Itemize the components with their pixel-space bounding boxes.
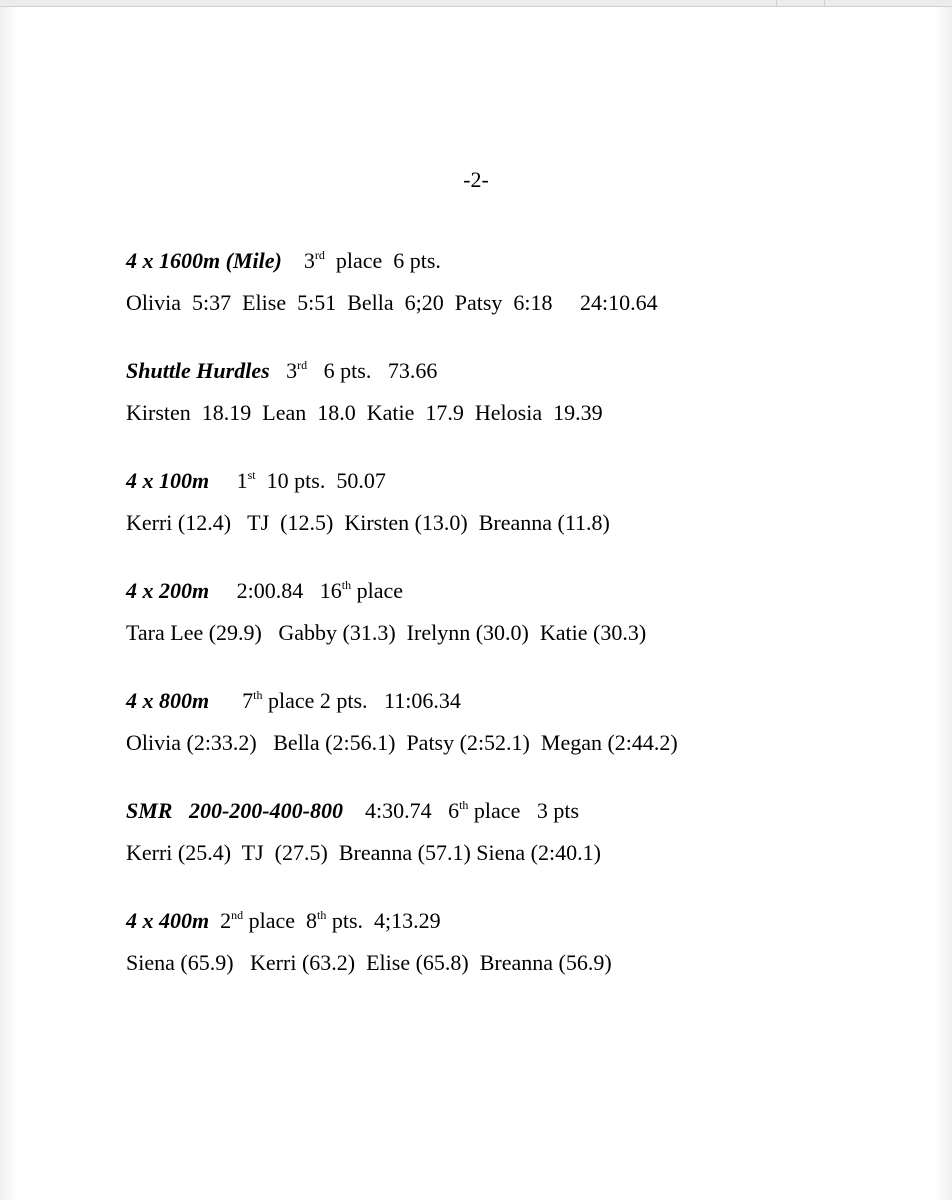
event-results: Kirsten 18.19 Lean 18.0 Katie 17.9 Helosia 19.39 bbox=[126, 400, 603, 425]
ordinal-suffix: th bbox=[459, 798, 469, 812]
event-header bbox=[126, 356, 906, 386]
event-name: 4 x 400m bbox=[126, 908, 210, 933]
event-results: Siena (65.9) Kerri (63.2) Elise (65.8) Breanna (56.9) bbox=[126, 950, 612, 975]
event-summary-text: 7 bbox=[209, 688, 254, 713]
event-summary-text: place 6 pts. bbox=[324, 248, 441, 273]
event-summary-text: place 2 pts. 11:06.34 bbox=[262, 688, 461, 713]
event-block bbox=[126, 906, 906, 978]
event-name: 4 x 100m bbox=[126, 468, 210, 493]
event-name: Shuttle Hurdles bbox=[126, 358, 270, 383]
event-results: Kerri (25.4) TJ (27.5) Breanna (57.1) Siena (2:40.1) bbox=[126, 840, 601, 865]
ordinal-suffix: th bbox=[317, 908, 327, 922]
event-results: Kerri (12.4) TJ (12.5) Kirsten (13.0) Breanna (11.8) bbox=[126, 510, 610, 535]
event-summary-text: 10 pts. 50.07 bbox=[255, 468, 386, 493]
event-block bbox=[126, 576, 906, 648]
event-header bbox=[126, 576, 906, 606]
event-summary-text: 2:00.84 16 bbox=[209, 578, 342, 603]
event-header bbox=[126, 246, 906, 276]
ordinal-suffix: nd bbox=[231, 908, 244, 922]
event-summary-text: 4:30.74 6 bbox=[342, 798, 460, 823]
ordinal-suffix: rd bbox=[297, 358, 308, 372]
event-results: Olivia 5:37 Elise 5:51 Bella 6;20 Patsy 6:18 24:10.64 bbox=[126, 290, 658, 315]
toolbar-divider bbox=[776, 0, 777, 6]
event-results: Tara Lee (29.9) Gabby (31.3) Irelynn (30.0) Katie (30.3) bbox=[126, 620, 647, 645]
event-name: 4 x 200m bbox=[126, 578, 210, 603]
top-toolbar-strip bbox=[0, 0, 952, 7]
event-block bbox=[126, 686, 906, 758]
ordinal-suffix: th bbox=[253, 688, 263, 702]
event-summary-text: 3 bbox=[269, 358, 298, 383]
event-name: 4 x 1600m (Mile) bbox=[126, 248, 282, 273]
ordinal-suffix: rd bbox=[314, 248, 325, 262]
page-number: -2- bbox=[463, 167, 489, 192]
ordinal-suffix: th bbox=[341, 578, 352, 592]
event-summary-text: 2 bbox=[209, 908, 232, 933]
event-block bbox=[126, 466, 906, 538]
ordinal-suffix: st bbox=[247, 468, 256, 482]
event-summary-text: place bbox=[351, 578, 403, 603]
event-summary-text: pts. 4;13.29 bbox=[326, 908, 441, 933]
event-name: 4 x 800m bbox=[126, 688, 210, 713]
event-summary-text: place 8 bbox=[243, 908, 318, 933]
event-header bbox=[126, 686, 906, 716]
event-header bbox=[126, 906, 906, 936]
event-results: Olivia (2:33.2) Bella (2:56.1) Patsy (2:52.1) Megan (2:44.2) bbox=[126, 730, 678, 755]
relay-results-list bbox=[126, 246, 906, 1016]
toolbar-divider bbox=[824, 0, 825, 6]
event-name: SMR 200-200-400-800 bbox=[126, 798, 343, 823]
event-block bbox=[126, 246, 906, 318]
event-header bbox=[126, 466, 906, 496]
event-header bbox=[126, 796, 906, 826]
event-block bbox=[126, 796, 906, 868]
event-summary-text: 6 pts. 73.66 bbox=[307, 358, 438, 383]
event-summary-text: 3 bbox=[281, 248, 315, 273]
event-summary-text: 1 bbox=[209, 468, 248, 493]
event-summary-text: place 3 pts bbox=[468, 798, 580, 823]
event-block bbox=[126, 356, 906, 428]
